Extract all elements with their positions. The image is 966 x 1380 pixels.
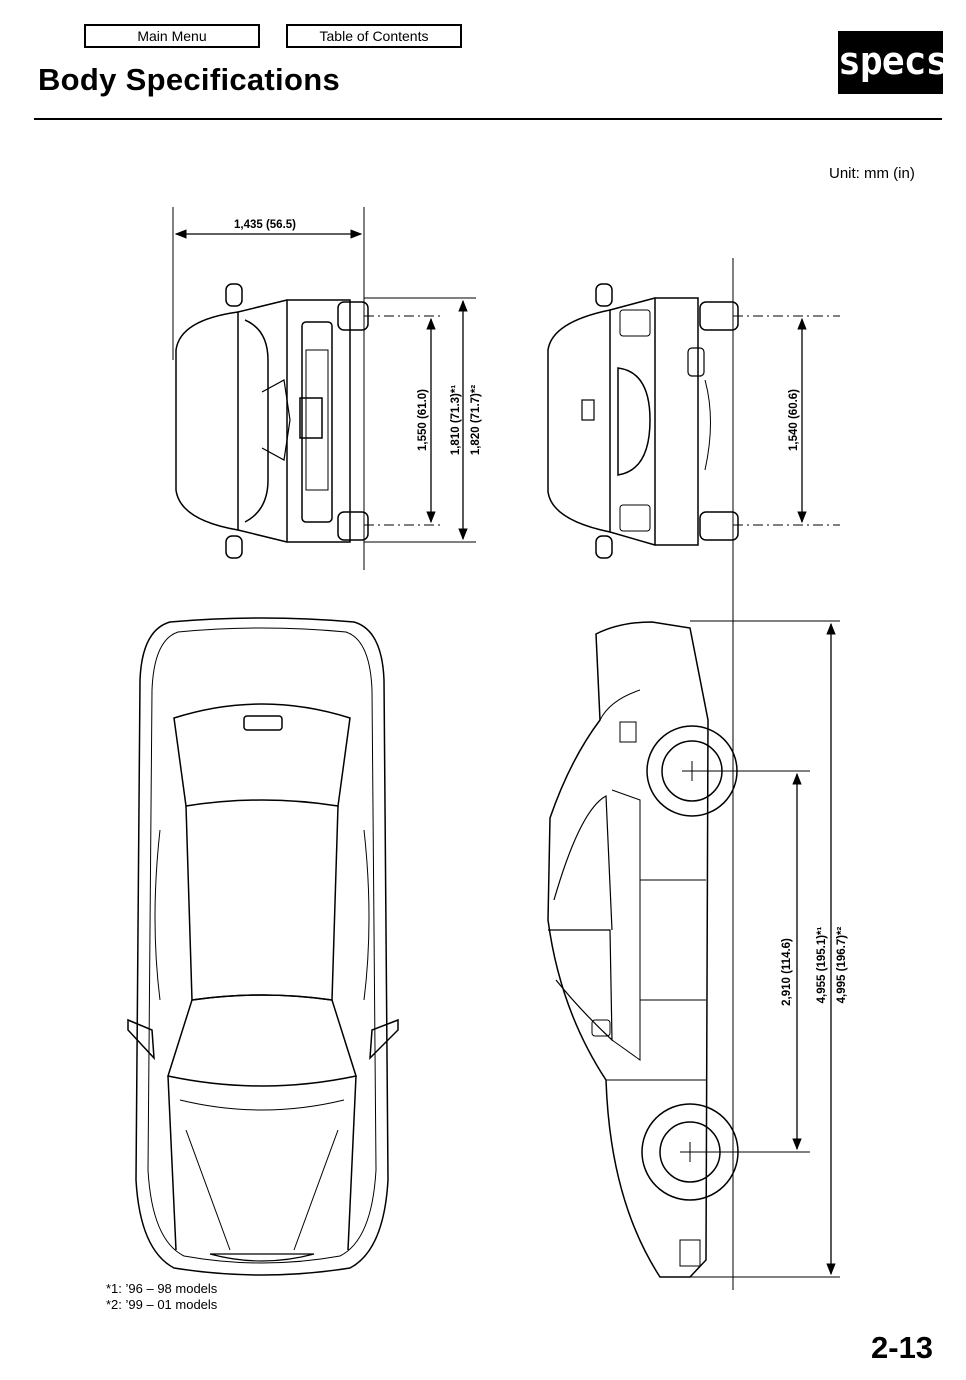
specs-logo: specs <box>838 31 943 94</box>
footnote-2: *2: ’99 – 01 models <box>106 1297 218 1312</box>
main-menu-button[interactable]: Main Menu <box>84 24 260 48</box>
unit-label: Unit: mm (in) <box>829 165 915 182</box>
overall-width-1-label: 1,810 (71.3)*¹ <box>450 384 462 456</box>
width-1550-label: 1,550 (61.0) <box>417 388 429 452</box>
page-number: 2-13 <box>871 1330 934 1365</box>
table-of-contents-button[interactable]: Table of Contents <box>286 24 462 48</box>
wheelbase-label: 2,910 (114.6) <box>781 938 793 1006</box>
overall-length-2-label: 4,995 (196.7)*² <box>836 926 848 1004</box>
rear-track-label: 1,540 (60.6) <box>788 388 800 452</box>
side-view-drawing <box>548 621 840 1277</box>
footnote-1: *1: ’96 – 98 models <box>106 1281 218 1296</box>
top-view-drawing <box>128 618 398 1275</box>
front-track-label: 1,435 (56.5) <box>233 219 297 231</box>
overall-length-1-label: 4,955 (195.1)*¹ <box>816 926 828 1004</box>
overall-width-2-label: 1,820 (71.7)*² <box>470 384 482 456</box>
page-title: Body Specifications <box>38 62 340 97</box>
